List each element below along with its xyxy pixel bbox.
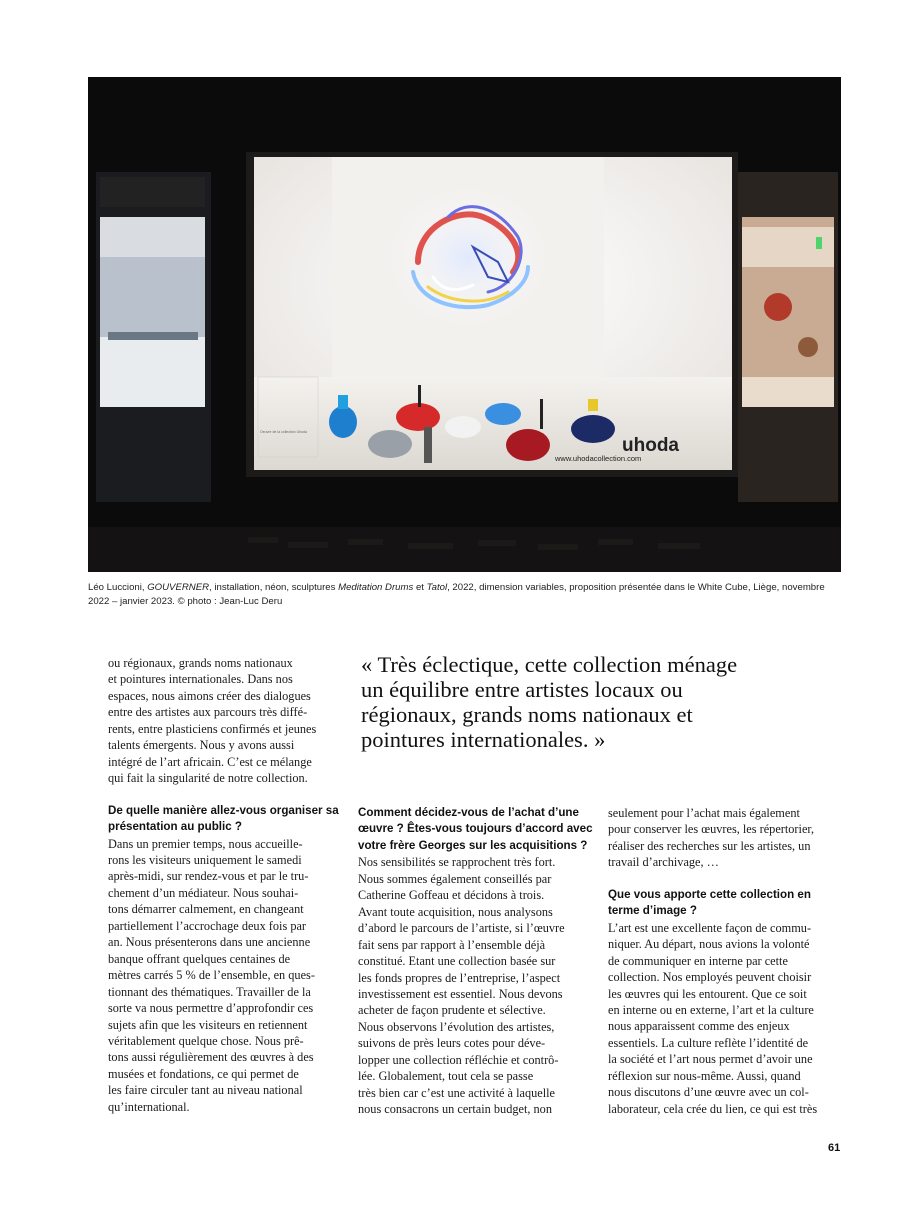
photo-caption: Léo Luccioni, GOUVERNER, installation, néon, sculptures Meditation Drums et Tatol, 2022, dimension variables, proposition présentée dans le White Cube, Liège, novembre 2022 – janvier 2023. © photo : Jean-Luc Deru (88, 582, 825, 607)
interview-answer: Nos sensibilités se rapprochent très fort. Nous sommes également conseillés par Catherine Goffeau et décidons à trois. Avant toute acquisition, nous analysons d’abord le parcours de l’artiste, si l’œuvre fait sens par rapport à l’ensemble déjà constitué. Etant une collection basée sur les fonds propres de l’entreprise, l’aspect investissement est essentiel. Nous devons acheter de façon prudente et sélective. Nous observons l’évolution des artistes, suivons de près leurs cotes pour déve- lopper une collection réfléchie et contrô- lée. Globalement, tout cela se passe très bien car c’est une activité à laquelle nous consacrons un certain budget, non (358, 855, 565, 1117)
right-shop-window (738, 172, 838, 502)
article-column-1 (108, 655, 353, 1115)
paragraph: ou régionaux, grands noms nationaux et pointures internationales. Dans nos espaces, nous aimons créer des dialogues entre des artistes aux parcours très diffé- rents, entre plasticiens confirmés et jeunes talents émergents. Nous y avons aussi intégré de l’art africain. C’est ce mélange qui fait la singularité de notre collection. (108, 656, 317, 786)
left-shop-window (96, 172, 211, 502)
interview-answer: L’art est une excellente façon de commu- niquer. Au départ, nous avions la volonté de communiquer en interne par cette collection. Nos employés peuvent choisir les œuvres qui les entourent. Que ce soit en interne ou en externe, l’art et la culture nous apparaissent comme des enjeux essentiels. La culture reflète l’identité de la société et l’art nous permet d’avoir une réflexion sur nous-même. Aussi, quand nous discutons d’une œuvre avec un col- laborateur, cela crée du lien, ce qui est très (608, 920, 818, 1116)
paragraph: seulement pour l’achat mais également pour conserver les œuvres, les répertorier, réaliser des recherches sur les artistes, un travail d’archivage, … (608, 806, 815, 870)
article-photo (88, 77, 841, 572)
uhoda-url: www.uhodacollection.com (555, 454, 642, 463)
pull-quote: « Très éclectique, cette collection ménage un équilibre entre artistes locaux ou régionaux, grands noms nationaux et pointures internationales. » (361, 652, 738, 752)
article-column-2 (358, 805, 596, 1118)
uhoda-logo: uhoda (622, 435, 679, 456)
interview-question: Comment décidez-vous de l’achat d’une œuvre ? Êtes-vous toujours d’accord avec votre frère Georges sur les acquisitions ? (358, 806, 593, 852)
interview-question: Que vous apporte cette collection en terme d’image ? (608, 887, 811, 918)
article-column-3 (608, 805, 848, 1117)
window-panel-text: Oeuvre de la collection Uhoda (260, 430, 307, 434)
interview-answer: Dans un premier temps, nous accueille- rons les visiteurs uniquement le samedi après-midi, sur rendez-vous et par le tru- chement d’un médiateur. Nous souhai- tons démarrer calmement, en changeant partiellement l’accrochage deux fois par an. Nous présenterons dans une ancienne banque offrant quelques centaines de mètres carrés 5 % de l’ensemble, en ques- tionnant des thématiques. Travailler de la sorte va nous permettre d’approfondir ces sujets afin que les visiteurs en retiennent véritablement quelque chose. Nous prê- tons aussi régulièrement des œuvres à des musées et fondations, ce qui permet de les faire circuler tant au niveau national qu’international. (108, 836, 315, 1114)
interview-question: De quelle manière allez-vous organiser sa présentation au public ? (108, 803, 339, 834)
page-number: 61 (828, 1142, 841, 1154)
